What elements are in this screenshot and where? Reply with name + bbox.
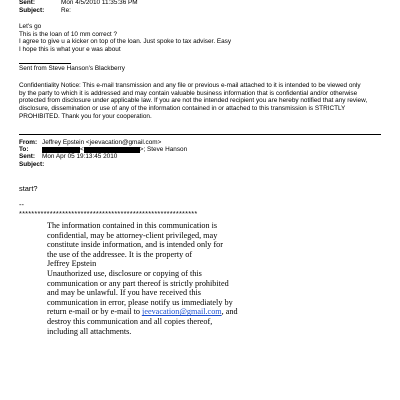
disclaimer-line: communication or any part thereof is strictly prohibited (47, 278, 229, 288)
signature: Sent from Steve Hanson's Blackberry (19, 65, 126, 72)
return-prefix: return e-mail or by e-mail to (47, 307, 143, 317)
signature-rule (19, 63, 71, 64)
disclaimer-return-line (47, 307, 238, 317)
email-divider (19, 134, 381, 135)
sent-label: Sent: (19, 0, 35, 6)
to-label: To: (19, 146, 29, 154)
disclaimer-line: confidential, may be attorney-client privileged, may (47, 230, 218, 240)
subject-row-2 (19, 161, 187, 168)
first-email-body (19, 23, 231, 54)
to-row (19, 146, 187, 153)
sent-label-2: Sent: (19, 153, 35, 161)
body-line: This is the loan of 10 mm correct ? (19, 30, 118, 38)
disclaimer-line: communication in error, please notify us immediately by (47, 297, 233, 307)
from-value: Jeffrey Epstein <jeevacation@gmail.com> (42, 139, 162, 146)
sent-value: Mon 4/5/2010 11:35:36 PM (61, 0, 138, 6)
disclaimer-line: destroy this communication and all copies thereof, (47, 316, 213, 326)
second-email-body: start? (19, 184, 38, 193)
confidentiality-notice: Confidentiality Notice: This e-mail transmission and any file or previous e-mail attached to it is intended to be viewed only by the party to which it is addressed and may contain valuable business information that is confidential and/or otherwise protected from disclosure under applicable law. If you are not the intended recipient you are hereby notified that any review, disclosure, dissemination or use of any of the information contained in or attached to this transmission is STRICTLY PROHIBITED. Thank you for your cooperation. (19, 82, 368, 120)
body-line: Let's go (19, 23, 42, 30)
redaction-bar (42, 147, 80, 153)
sent-row (19, 0, 138, 7)
separator-stars: ********************************************************** (19, 209, 198, 218)
from-row (19, 139, 187, 146)
to-close: >; Steve Hanson (139, 146, 188, 154)
subject-label-2: Subject: (19, 160, 45, 168)
disclaimer-line: The information contained in this communication is (47, 221, 218, 230)
disclaimer-line: constitute inside information, and is intended only for (47, 240, 223, 250)
separator-dashes: -- (19, 200, 24, 209)
disclaimer-line: including all attachments. (47, 326, 132, 336)
first-email-header (19, 0, 138, 15)
redaction-bar (84, 147, 140, 153)
subject-label: Subject: (19, 7, 45, 14)
from-label: From: (19, 139, 38, 146)
sent-row-2 (19, 153, 187, 160)
signature-separator (19, 200, 197, 218)
disclaimer-line: Jeffrey Epstein (47, 259, 97, 269)
disclaimer (47, 221, 238, 336)
to-open: < (80, 146, 84, 154)
disclaimer-line: the use of the addressee. It is the property of (47, 249, 193, 259)
body-line: I hope this is what your e was about (19, 46, 121, 54)
body-line: I agree to give u a kicker on top of the loan. Just spoke to tax adviser. Easy (19, 38, 232, 46)
second-email-header (19, 139, 187, 168)
email-link[interactable]: jeevacation@gmail.com (142, 307, 222, 317)
sent-value-2: Mon Apr 05 19:13:45 2010 (42, 153, 118, 161)
return-suffix: , and (221, 307, 238, 317)
subject-row (19, 7, 138, 15)
disclaimer-line: Unauthorized use, disclosure or copying of this (47, 268, 202, 278)
subject-value: Re: (61, 7, 71, 14)
disclaimer-line: and may be unlawful. If you have received this (47, 288, 201, 298)
